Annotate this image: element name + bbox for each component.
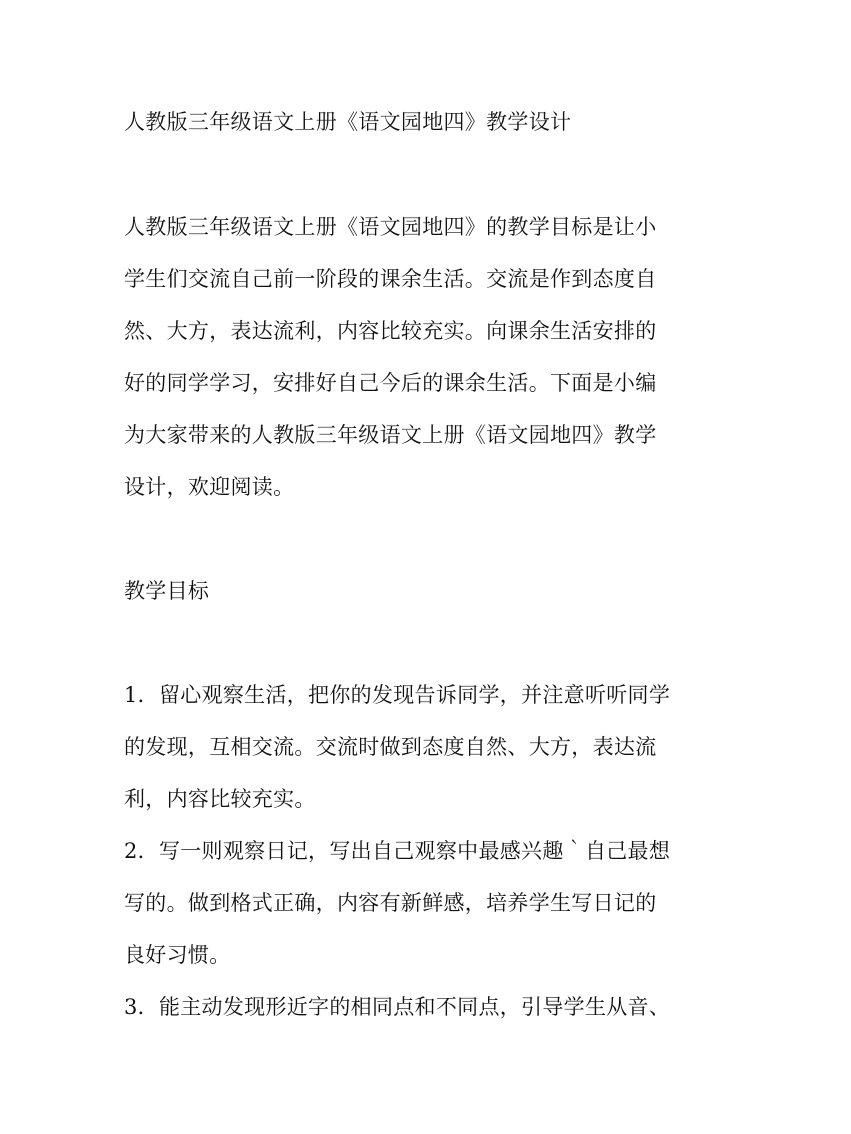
goal-line: 利，内容比较充实。 [124, 787, 316, 811]
intro-line: 设计，欢迎阅读。 [124, 475, 295, 499]
goal-line: 的发现，互相交流。交流时做到态度自然、大方，表达流 [124, 735, 657, 759]
intro-line: 然、大方，表达流利，内容比较充实。向课余生活安排的 [124, 319, 657, 343]
goal-line: 良好习惯。 [124, 943, 231, 967]
intro-line: 好的同学学习，安排好自己今后的课余生活。下面是小编 [124, 371, 657, 395]
intro-line: 人教版三年级语文上册《语文园地四》的教学目标是让小 [124, 215, 657, 239]
goal-line: 2．写一则观察日记，写出自己观察中最感兴趣｀自己最想 [124, 839, 671, 863]
section-heading: 教学目标 [124, 579, 210, 603]
goal-line: 3．能主动发现形近字的相同点和不同点，引导学生从音、 [124, 995, 671, 1019]
goal-line: 1．留心观察生活，把你的发现告诉同学，并注意听听同学 [124, 683, 671, 707]
intro-line: 学生们交流自己前一阶段的课余生活。交流是作到态度自 [124, 267, 657, 291]
goal-line: 写的。做到格式正确，内容有新鲜感，培养学生写日记的 [124, 891, 657, 915]
document-title: 人教版三年级语文上册《语文园地四》教学设计 [124, 110, 572, 134]
intro-line: 为大家带来的人教版三年级语文上册《语文园地四》教学 [124, 423, 657, 447]
